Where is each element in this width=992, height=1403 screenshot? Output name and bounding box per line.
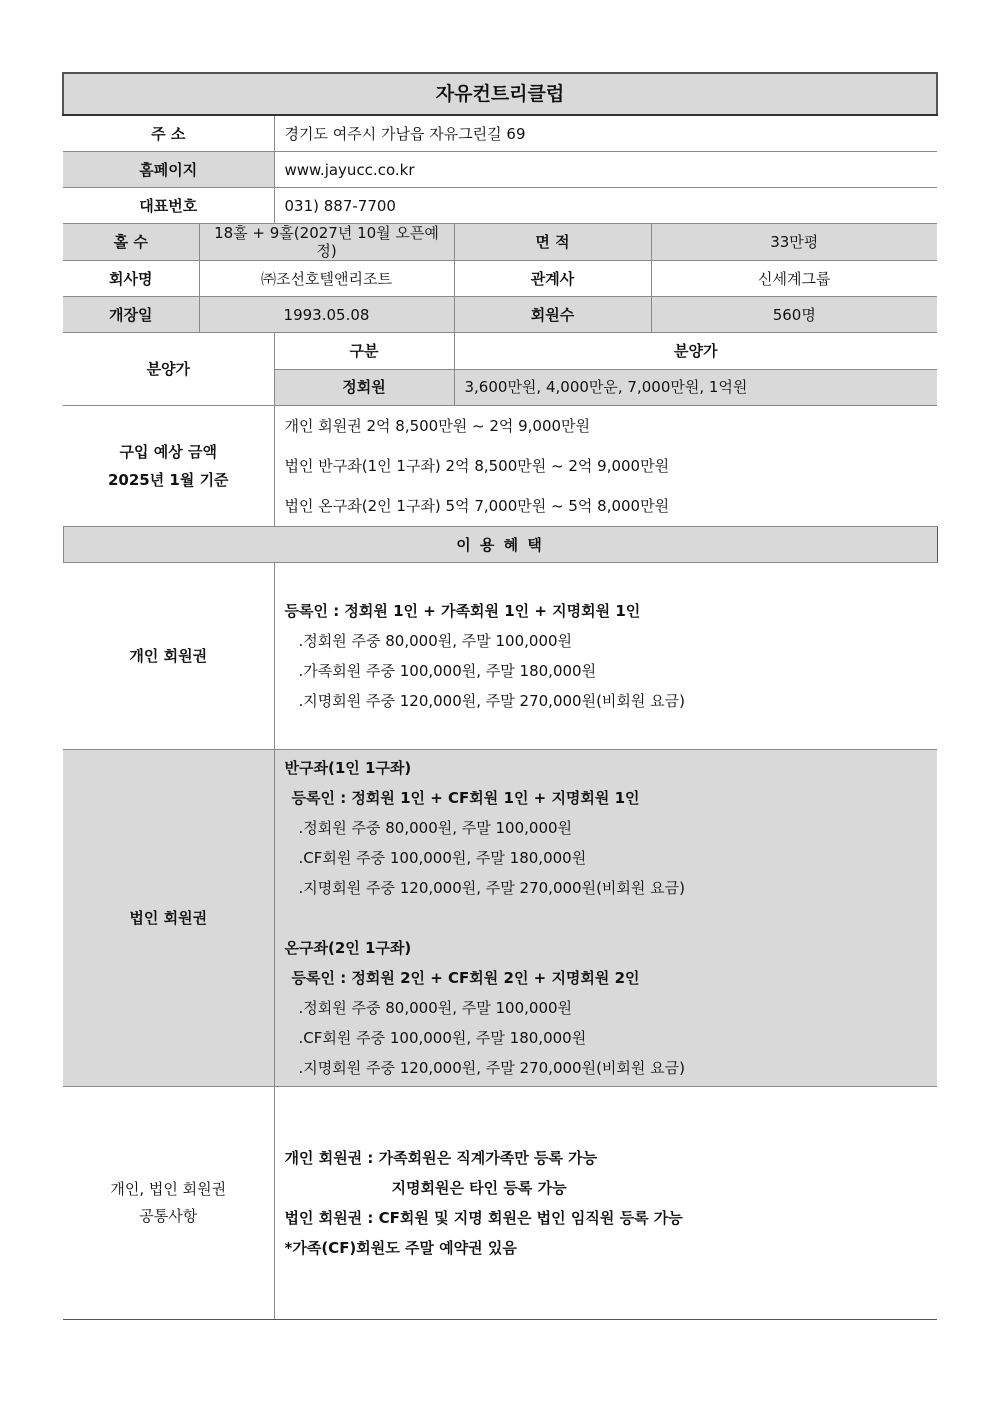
members-value: 560명 [651,297,937,333]
purchase-label-line1: 구입 예상 금액 [119,442,217,461]
personal-fee-line: .지명회원 주중 120,000원, 주말 270,000원(비회원 요금) [298,692,685,710]
full-account-fee-line: .CF회원 주중 100,000원, 주말 180,000원 [298,1029,587,1047]
corporate-label: 법인 회원권 [63,750,274,1087]
address-value: 경기도 여주시 가남읍 자유그린길 69 [274,115,937,152]
club-info-table [62,72,938,1320]
personal-fee-line: .가족회원 주중 100,000원, 주말 180,000원 [298,662,597,680]
area-label: 면 적 [454,224,651,261]
price-col-type: 구분 [274,333,454,370]
common-label-line2: 공통사항 [139,1207,198,1225]
address-label: 주 소 [63,115,274,152]
price-row-value: 3,600만원, 4,000만운, 7,000만원, 1억원 [454,369,937,406]
purchase-line: 개인 회원권 2억 8,500만원 ~ 2억 9,000만원 [284,417,591,435]
personal-label: 개인 회원권 [63,563,274,750]
personal-fee-line: .정회원 주중 80,000원, 주말 100,000원 [298,632,573,650]
common-label-line1: 개인, 법인 회원권 [110,1180,227,1198]
homepage-label: 홈페이지 [63,152,274,188]
homepage-value: www.jayucc.co.kr [274,152,937,188]
full-account-registrants: 등록인 : 정회원 2인 + CF회원 2인 + 지명회원 2인 [291,969,640,987]
phone-label: 대표번호 [63,188,274,224]
price-row-type: 정회원 [274,369,454,406]
holes-value: 18홀 + 9홀(2027년 10월 오픈예정) [199,224,454,261]
full-account-fee-line: .정회원 주중 80,000원, 주말 100,000원 [298,999,573,1017]
common-label [63,1087,274,1320]
common-note-personal: 개인 회원권 : 가족회원은 직계가족만 등록 가능 [284,1149,598,1167]
benefits-header: 이 용 혜 택 [63,527,937,563]
opening-label: 개장일 [63,297,199,333]
half-account-registrants: 등록인 : 정회원 1인 + CF회원 1인 + 지명회원 1인 [291,789,640,807]
half-account-fee-line: .정회원 주중 80,000원, 주말 100,000원 [298,819,573,837]
purchase-values [274,406,937,527]
page-title: 자유컨트리클럽 [63,73,937,115]
personal-registrants: 등록인 : 정회원 1인 + 가족회원 1인 + 지명회원 1인 [284,602,641,620]
company-label: 회사명 [63,261,199,297]
half-account-fee-line: .지명회원 주중 120,000원, 주말 270,000원(비회원 요금) [298,879,685,897]
common-note-corporate: 법인 회원권 : CF회원 및 지명 회원은 법인 임직원 등록 가능 [284,1209,683,1227]
affiliate-value: 신세계그룹 [651,261,937,297]
club-info-document [62,72,936,1320]
purchase-line: 법인 반구좌(1인 1구좌) 2억 8,500만원 ~ 2억 9,000만원 [284,457,670,475]
area-value: 33만평 [651,224,937,261]
price-col-price: 분양가 [454,333,937,370]
personal-benefits [274,563,937,750]
opening-value: 1993.05.08 [199,297,454,333]
purchase-label [63,406,274,527]
common-note-weekend: *가족(CF)회원도 주말 예약권 있음 [284,1239,517,1257]
price-label: 분양가 [63,333,274,406]
members-label: 회원수 [454,297,651,333]
company-value: ㈜조선호텔앤리조트 [199,261,454,297]
holes-label: 홀 수 [63,224,199,261]
corporate-benefits [274,750,937,1087]
purchase-label-line2: 2025년 1월 기준 [107,471,229,489]
purchase-line: 법인 온구좌(2인 1구좌) 5억 7,000만원 ~ 5억 8,000만원 [284,497,670,515]
half-account-title: 반구좌(1인 1구좌) [284,759,412,777]
full-account-fee-line: .지명회원 주중 120,000원, 주말 270,000원(비회원 요금) [298,1059,685,1077]
half-account-fee-line: .CF회원 주중 100,000원, 주말 180,000원 [298,849,587,867]
full-account-title: 온구좌(2인 1구좌) [284,939,412,957]
phone-value: 031) 887-7700 [274,188,937,224]
common-note-designated: 지명회원은 타인 등록 가능 [391,1179,567,1197]
affiliate-label: 관계사 [454,261,651,297]
common-notes [274,1087,937,1320]
